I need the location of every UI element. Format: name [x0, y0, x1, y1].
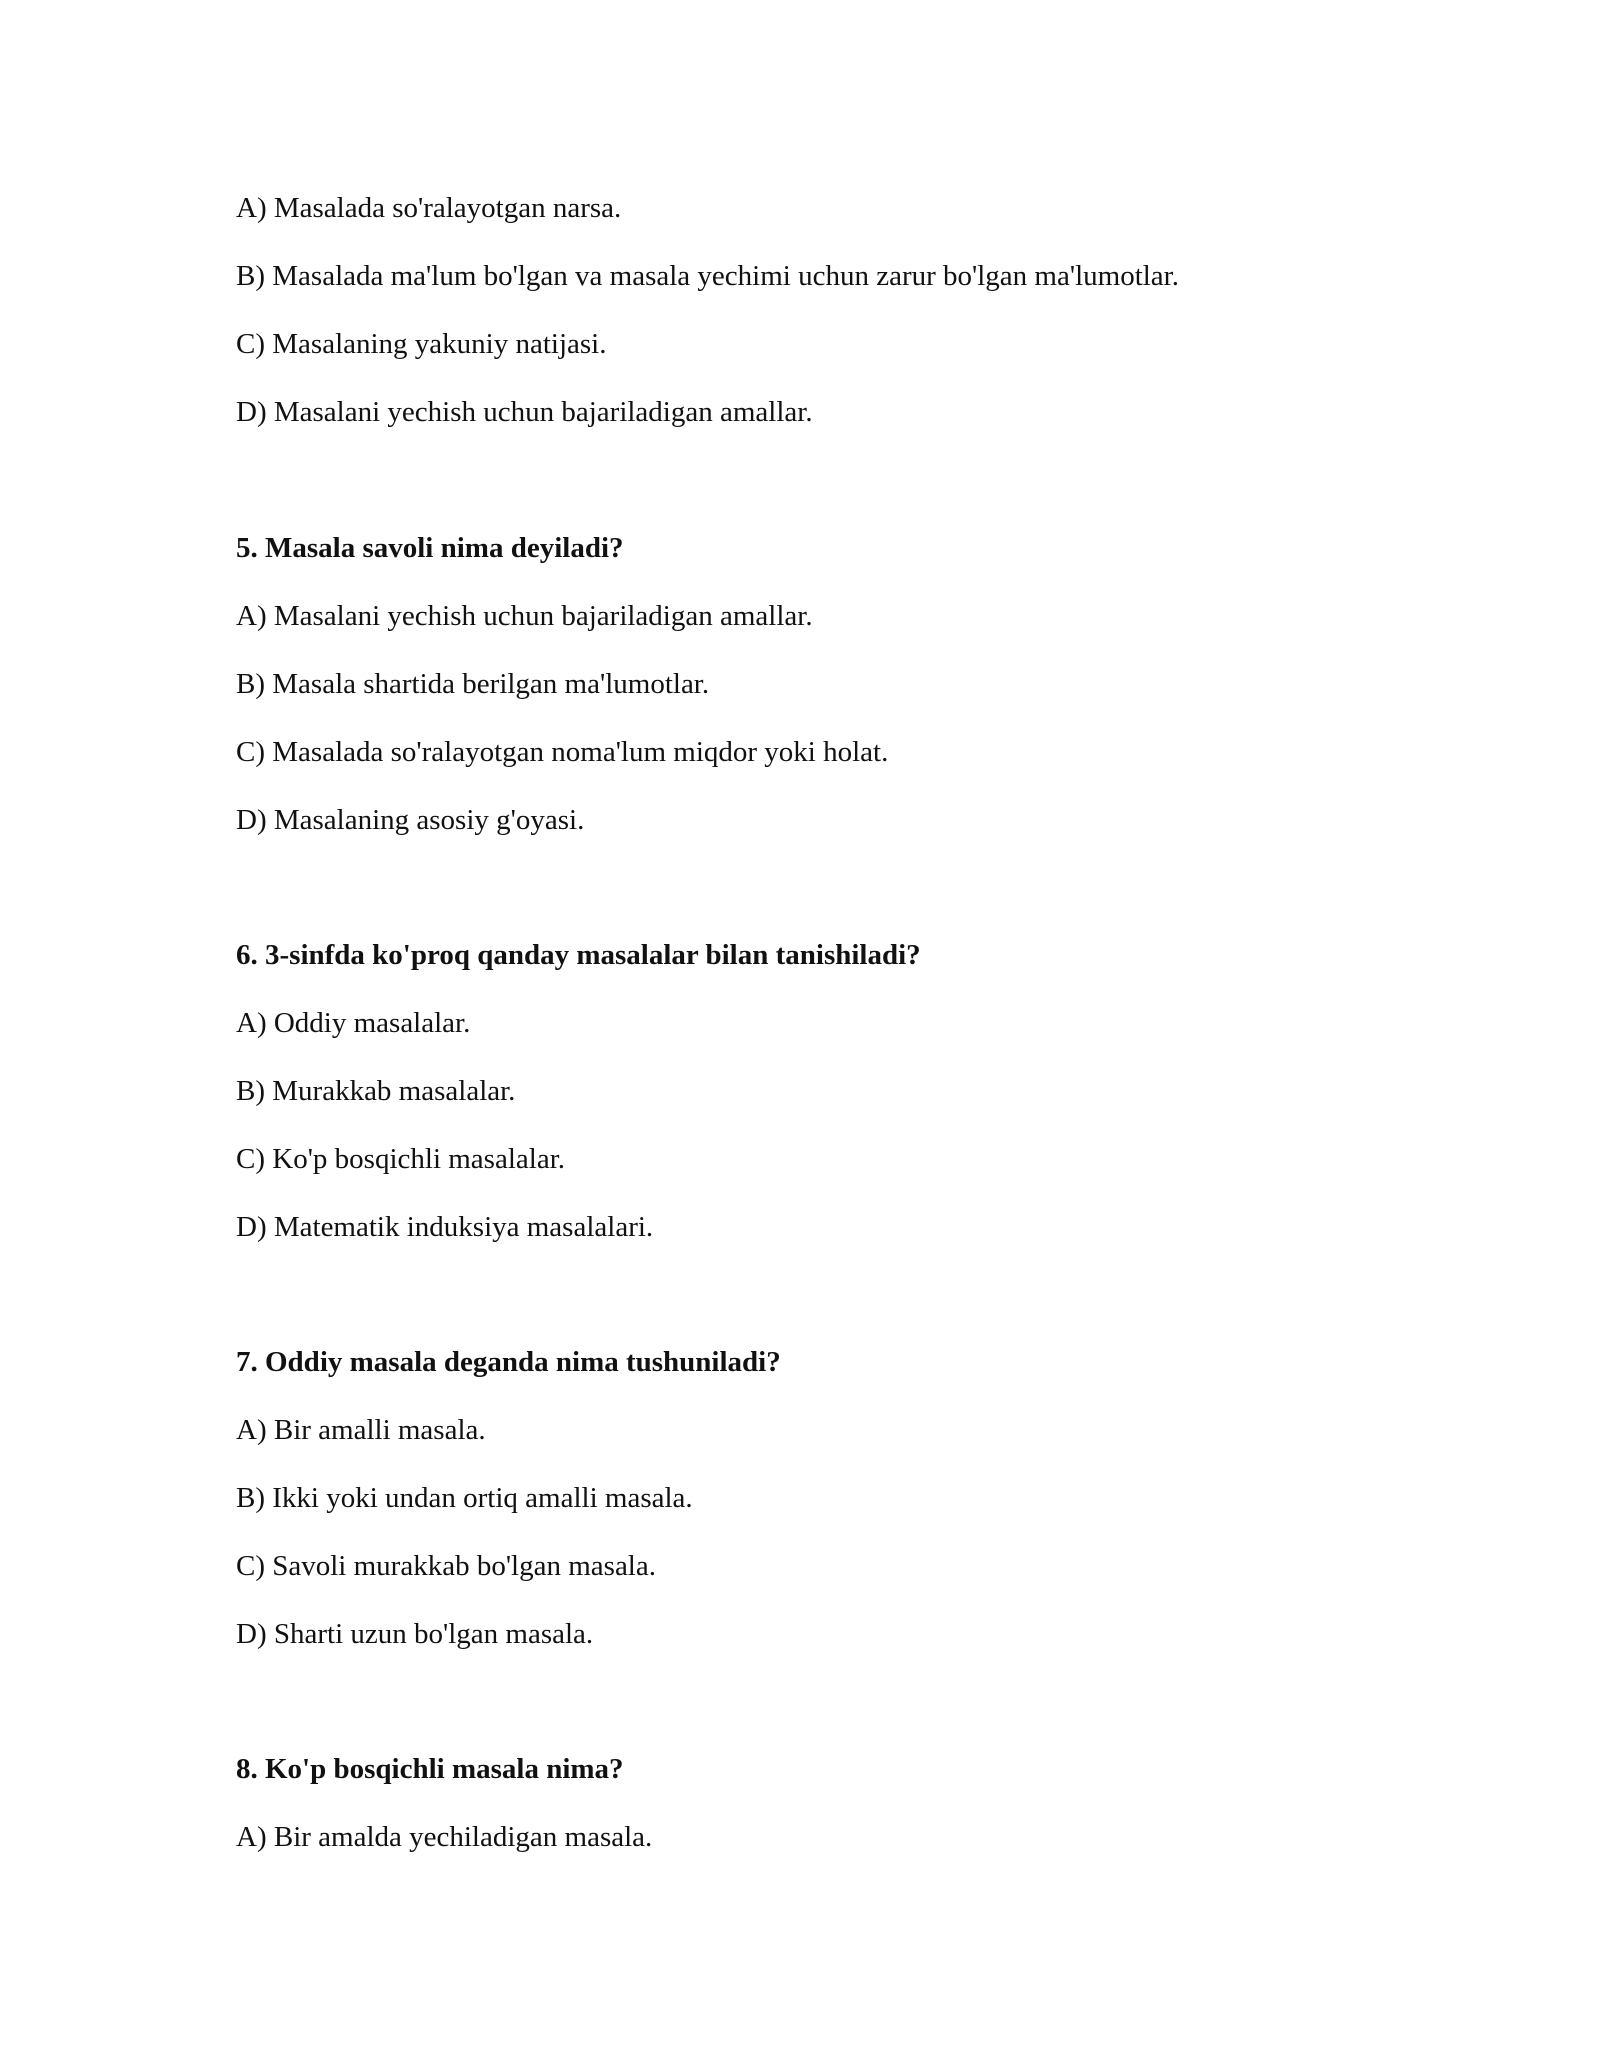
question-5-option-c: C) Masalada so'ralayotgan noma'lum miqdor yoki holat. [236, 736, 889, 768]
question-5-title: 5. Masala savoli nima deyiladi? [236, 532, 624, 564]
option-c: C) Masalaning yakuniy natijasi. [236, 328, 607, 360]
question-5-option-b: B) Masala shartida berilgan ma'lumotlar. [236, 668, 710, 700]
question-7-option-c: C) Savoli murakkab bo'lgan masala. [236, 1550, 656, 1582]
question-6-title: 6. 3-sinfda ko'proq qanday masalalar bilan tanishiladi? [236, 939, 921, 971]
option-a: A) Masalada so'ralayotgan narsa. [236, 192, 622, 224]
question-7-option-b: B) Ikki yoki undan ortiq amalli masala. [236, 1482, 693, 1514]
question-5-option-d: D) Masalaning asosiy g'oyasi. [236, 804, 585, 836]
question-5-option-a: A) Masalani yechish uchun bajariladigan amallar. [236, 600, 813, 632]
question-8-option-a: A) Bir amalda yechiladigan masala. [236, 1821, 653, 1853]
question-8-title: 8. Ko'p bosqichli masala nima? [236, 1753, 624, 1785]
question-6-option-b: B) Murakkab masalalar. [236, 1075, 516, 1107]
question-6-option-a: A) Oddiy masalalar. [236, 1007, 471, 1039]
question-6-option-c: C) Ko'p bosqichli masalalar. [236, 1143, 565, 1175]
question-6-option-d: D) Matematik induksiya masalalari. [236, 1211, 654, 1243]
question-7-option-d: D) Sharti uzun bo'lgan masala. [236, 1618, 594, 1650]
question-7-title: 7. Oddiy masala deganda nima tushuniladi? [236, 1346, 781, 1378]
question-7-option-a: A) Bir amalli masala. [236, 1414, 486, 1446]
option-b: B) Masalada ma'lum bo'lgan va masala yechimi uchun zarur bo'lgan ma'lumotlar. [236, 260, 1179, 292]
option-d: D) Masalani yechish uchun bajariladigan amallar. [236, 396, 813, 428]
